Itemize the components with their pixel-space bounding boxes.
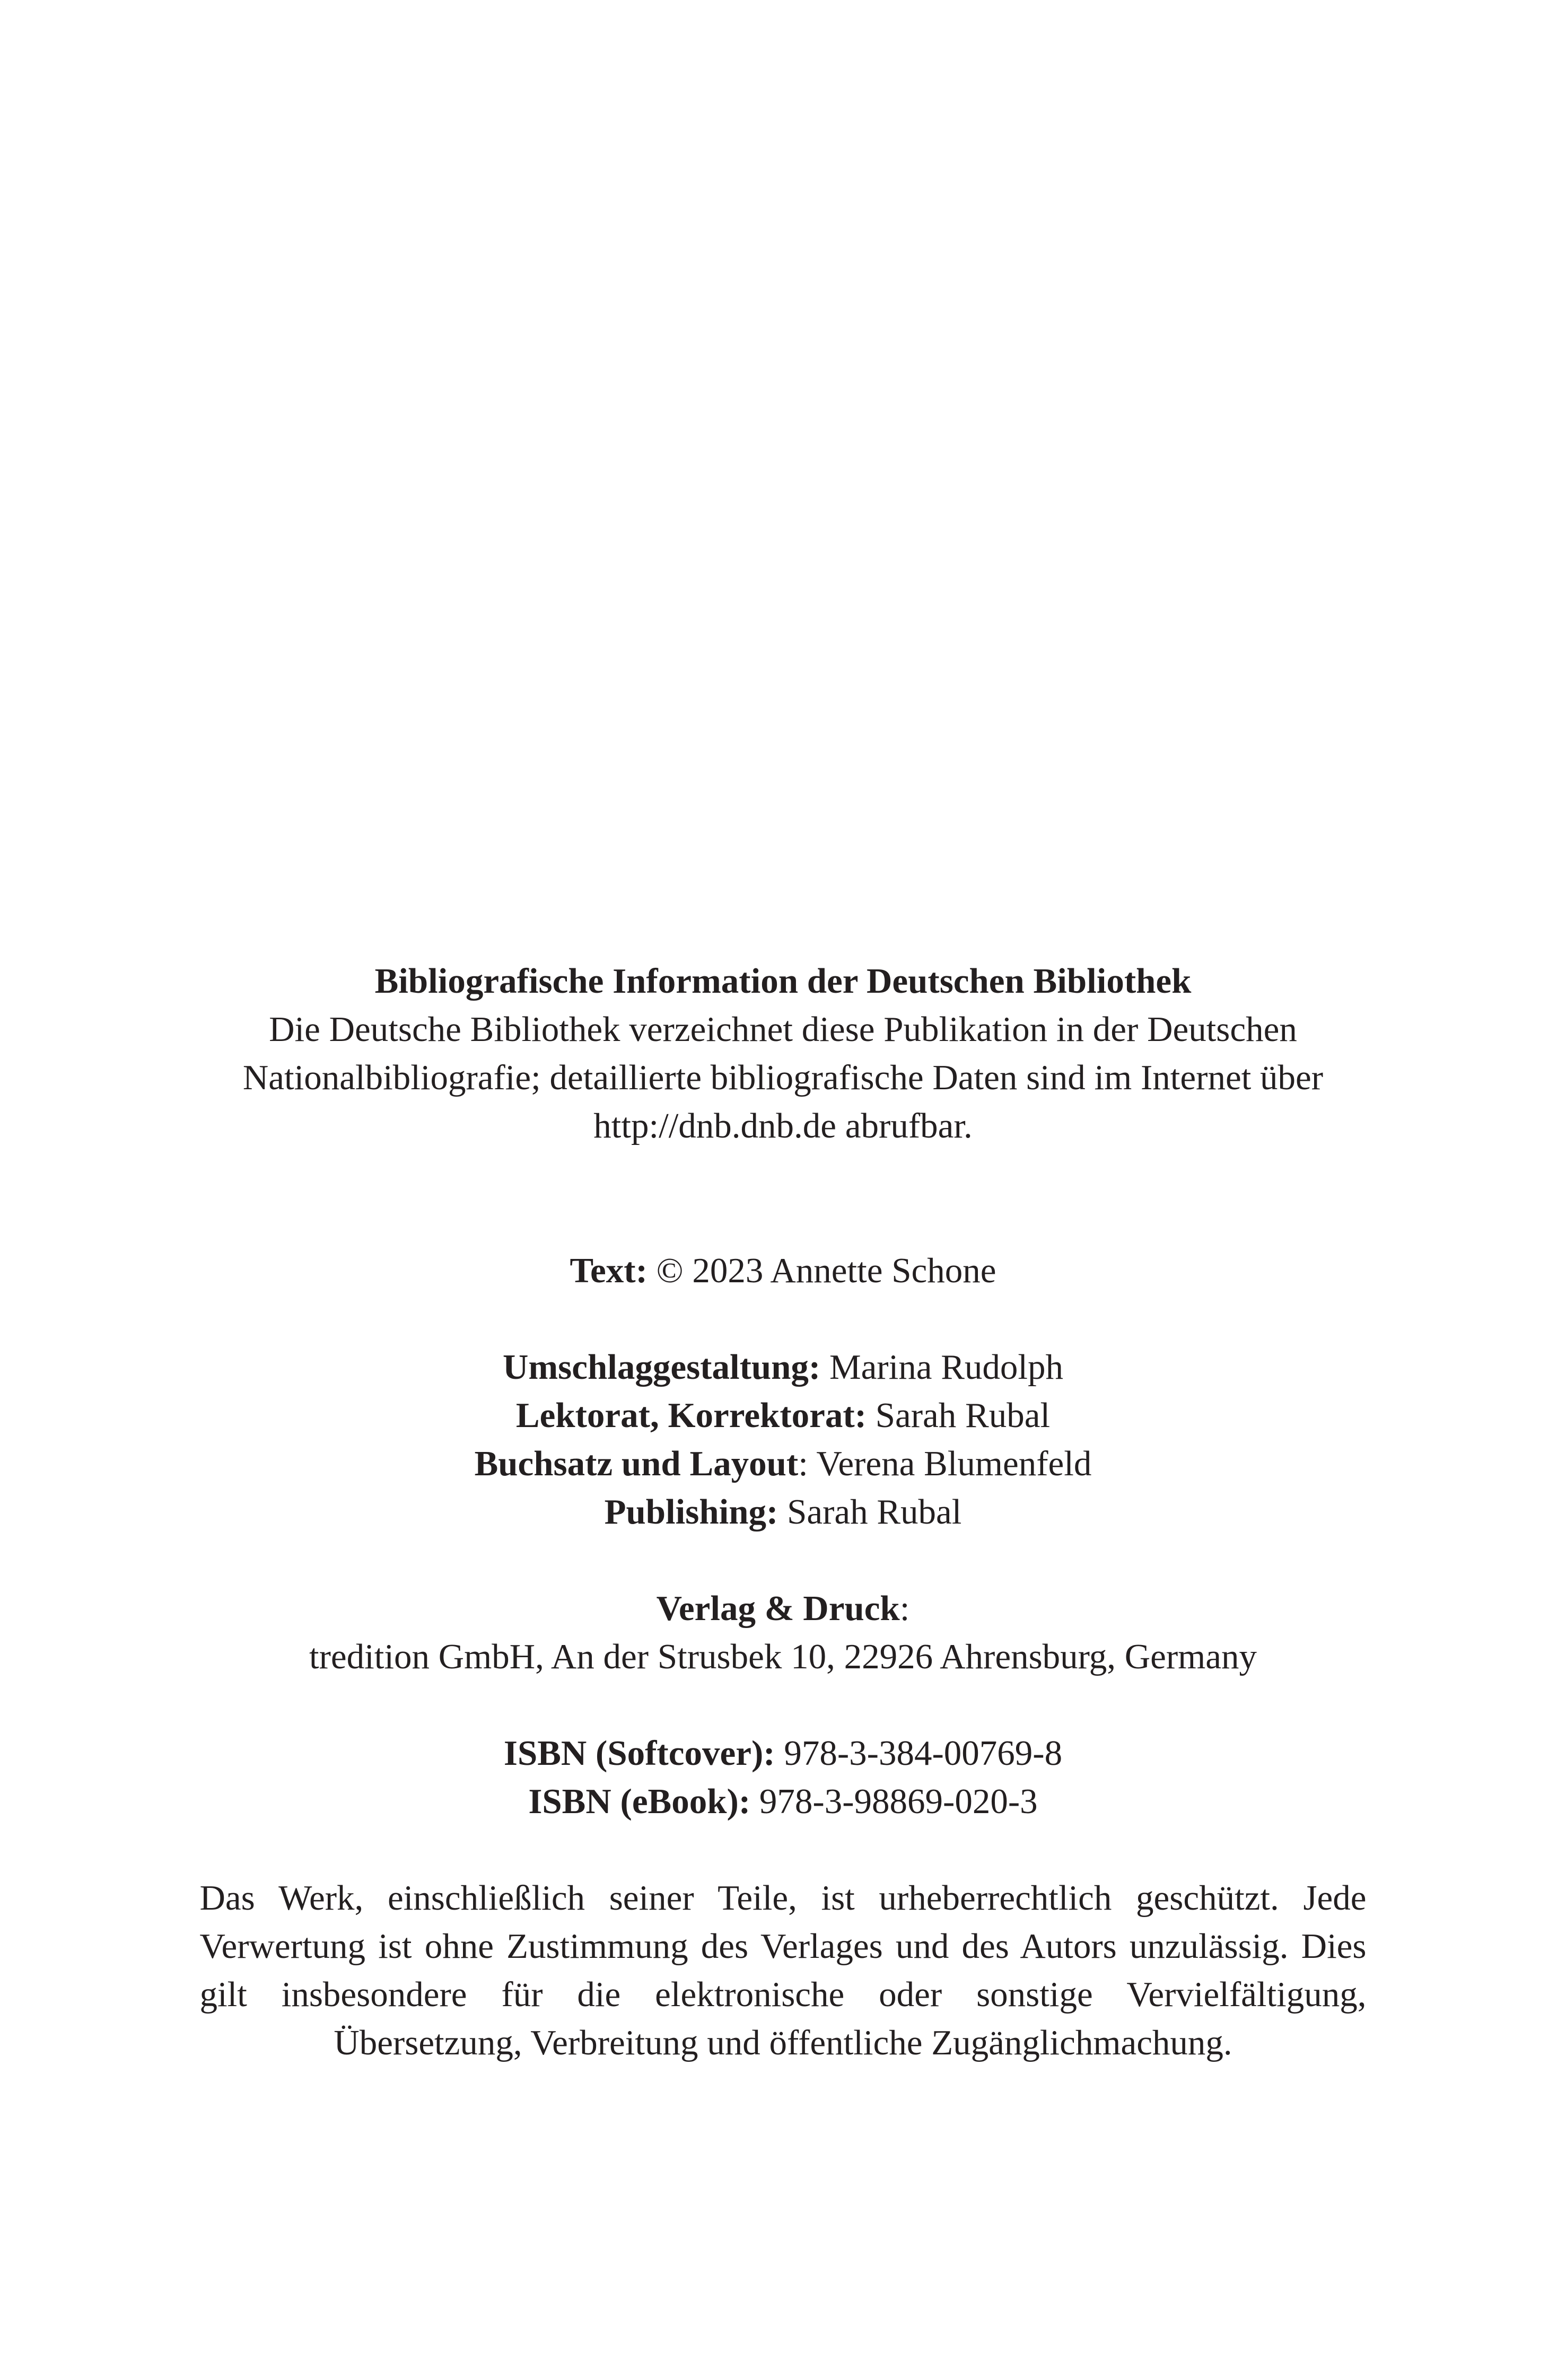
isbn-value: 978-3-98869-020-3 bbox=[750, 1782, 1038, 1821]
isbn-info bbox=[0, 1729, 1566, 1826]
isbn-label: ISBN (Softcover): bbox=[503, 1734, 775, 1773]
credit-value: Sarah Rubal bbox=[778, 1492, 962, 1532]
credit-label: Umschlaggestaltung: bbox=[502, 1348, 821, 1387]
credits bbox=[0, 1343, 1566, 1536]
publisher-address: tredition GmbH, An der Strusbek 10, 22926 Ahrensburg, Germany bbox=[309, 1637, 1257, 1676]
bibliographic-line: http://dnb.dnb.de abrufbar. bbox=[593, 1106, 973, 1145]
credit-line bbox=[0, 1392, 1566, 1440]
credit-label: Publishing: bbox=[604, 1492, 778, 1532]
credit-line bbox=[0, 1488, 1566, 1536]
imprint-page bbox=[0, 957, 1566, 2067]
isbn-value: 978-3-384-00769-8 bbox=[775, 1734, 1063, 1773]
text-copyright bbox=[0, 1247, 1566, 1295]
publisher-suffix: : bbox=[899, 1589, 910, 1628]
credit-line bbox=[0, 1247, 1566, 1295]
publisher-label: Verlag & Druck bbox=[656, 1589, 900, 1628]
credit-line bbox=[0, 1440, 1566, 1488]
credit-value: : Verena Blumenfeld bbox=[798, 1444, 1092, 1483]
credit-label: Buchsatz und Layout bbox=[474, 1444, 799, 1483]
isbn-line bbox=[0, 1729, 1566, 1778]
copyright-notice bbox=[200, 1874, 1367, 2067]
credit-label: Text: bbox=[570, 1251, 648, 1290]
bibliographic-info bbox=[0, 957, 1566, 1150]
bibliographic-line: Nationalbibliografie; detaillierte bibliografische Daten sind im Internet über bbox=[242, 1058, 1324, 1097]
credit-value: © 2023 Annette Schone bbox=[647, 1251, 996, 1290]
credit-label: Lektorat, Korrektorat: bbox=[515, 1396, 867, 1435]
isbn-line bbox=[0, 1778, 1566, 1826]
credit-value: Marina Rudolph bbox=[820, 1348, 1064, 1387]
publisher-heading bbox=[0, 1585, 1566, 1633]
credit-value: Sarah Rubal bbox=[867, 1396, 1051, 1435]
bibliographic-heading: Bibliografische Information der Deutschen Bibliothek bbox=[374, 961, 1192, 1001]
credit-line bbox=[0, 1343, 1566, 1392]
copyright-paragraph: Das Werk, einschließlich seiner Teile, ist urheberrechtlich geschützt. Jede Verwertung ist ohne Zustimmung des Verlages und des Autors unzulässig. Dies gilt insbesondere für die elektronische oder sonstige Vervielfältigung, Übersetzung, Verbreitung und öffentliche Zugänglichmachung. bbox=[199, 1878, 1367, 2062]
bibliographic-line: Die Deutsche Bibliothek verzeichnet diese Publikation in der Deutschen bbox=[269, 1010, 1297, 1049]
publisher-info bbox=[0, 1585, 1566, 1681]
isbn-label: ISBN (eBook): bbox=[528, 1782, 751, 1821]
